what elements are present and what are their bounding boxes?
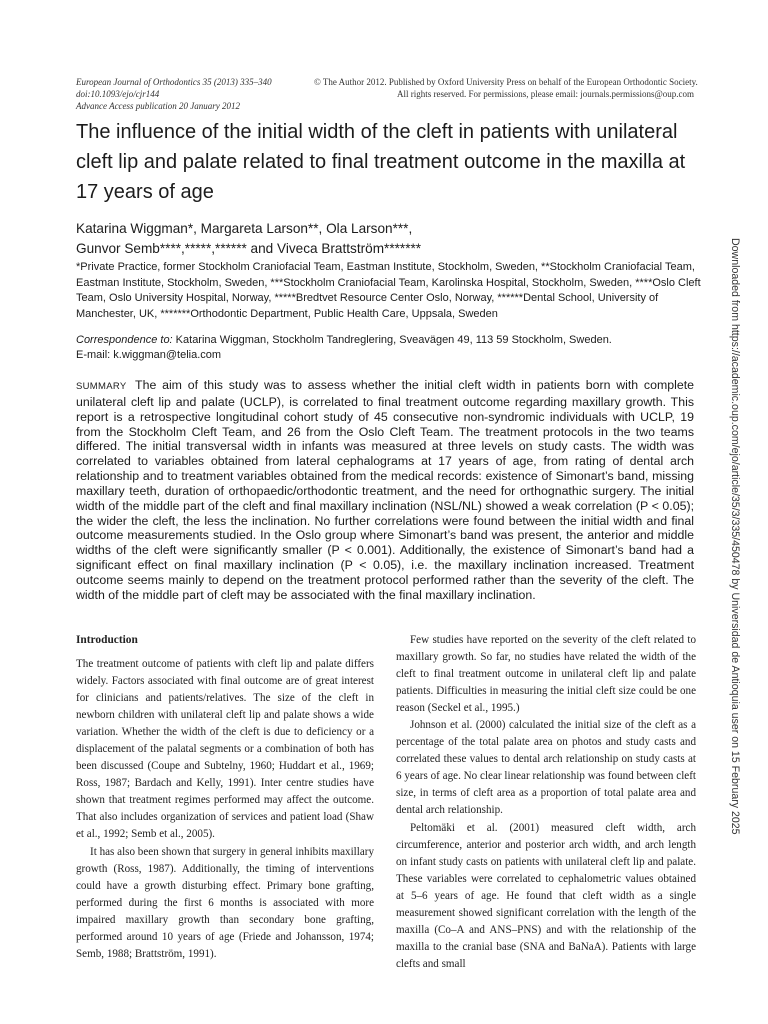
article-title: The influence of the initial width of the cleft in patients with unilateral cleft lip and palate related to final treatment outcome in the maxilla at 17 years of age bbox=[76, 121, 686, 203]
correspondence bbox=[76, 333, 701, 363]
author-list bbox=[76, 219, 686, 259]
abstract bbox=[76, 378, 694, 603]
correspondence-email[interactable]: E-mail: k.wiggman@telia.com bbox=[76, 349, 222, 361]
download-note: Downloaded from https://academic.oup.com/ejo/article/35/3/335/450478 by Universidad de Antioquia user on 15 February 2025 bbox=[729, 238, 741, 835]
summary-label: SUMMARY bbox=[76, 381, 127, 392]
section-heading-introduction: Introduction bbox=[76, 634, 138, 646]
summary-text: The aim of this study was to assess whether the initial cleft width in patients born with complete unilateral cleft lip and palate (UCLP), is correlated to final treatment outcome regarding maxillary growth. This report is a retrospective longitudinal cohort study of 45 consecutive non-syndromic individuals with UCLP, 19 from the Stockholm Cleft Team, and 26 from the Oslo Cleft Team. The treatment protocols in the two teams differed. The initial transversal width in infants was measured at three levels on study casts. The width was correlated to variables obtained from lateral cephalograms at 17 years of age, from rating of dental arch relationship and to treatment variables obtained from the medical records: existence of Simonart’s band, missing maxillary teeth, duration of orthopaedic/orthodontic treatment, and the need for orthognathic surgery. The initial width of the middle part of the cleft and final maxillary inclination (NSL/NL) showed a weak correlation (P < 0.05); the wider the cleft, the less the inclination. No further correlations were found between the initial width and final outcome measurements studied. In the Oslo group where Simonart’s band was present, the anterior and middle widths of the cleft were significantly smaller (P < 0.001). Additionally, the existence of Simonart’s band had a significant effect on final maxillary inclination (P < 0.05), i.e. the maxillary inclination increased. Treatment outcome seems mainly to depend on the treatment protocol performed rather than the severity of the cleft. The width of the middle part of cleft may be associated with the final maxillary inclination. bbox=[76, 378, 694, 602]
body-paragraph: Few studies have reported on the severity of the cleft related to maxillary growth. So far, no studies have related the width of the cleft to final treatment outcome in unilateral cleft lip and palate patients. Difficulties in measuring the initial cleft size could be one reason (Seckel et al., 1995.) bbox=[396, 634, 696, 715]
copyright-notice bbox=[314, 76, 698, 100]
copyright-line-1: © The Author 2012. Published by Oxford University Press on behalf of the European Orthodontic Society. bbox=[314, 77, 698, 87]
correspondence-label: Correspondence to: bbox=[76, 334, 173, 346]
correspondence-address: Katarina Wiggman, Stockholm Tandreglering, Sveavägen 49, 113 59 Stockholm, Sweden. bbox=[172, 334, 612, 346]
body-column-right bbox=[396, 632, 696, 973]
download-watermark bbox=[729, 238, 749, 838]
advance-access-date: Advance Access publication 20 January 2012 bbox=[76, 101, 241, 111]
body-paragraph: Johnson et al. (2000) calculated the initial size of the cleft as a percentage of the total palate area on photos and study casts and correlated these values to dental arch relationship on study casts at 6 years of age. No clear linear relationship was found between cleft size, in terms of cleft area as a proportion of total palate area and dental arch relationship. bbox=[396, 719, 696, 817]
copyright-line-2: All rights reserved. For permissions, please email: journals.permissions@oup.com bbox=[397, 89, 694, 99]
journal-citation: European Journal of Orthodontics 35 (2013) 335–340 bbox=[76, 77, 272, 87]
doi-link[interactable]: doi:10.1093/ejo/cjr144 bbox=[76, 89, 160, 99]
body-paragraph: The treatment outcome of patients with cleft lip and palate differs widely. Factors associated with final outcome are of great interest for clinicians and patients/relatives. The size of the cleft in newborn children with unilateral cleft lip and palate shows a wide variation. Whether the width of the cleft is due to deficiency or a displacement of the palatal segments or a combination of both has been discussed (Coupe and Subtelny, 1960; Huddart et al., 1969; Ross, 1987; Bardach and Kelly, 1991). Inter centre studies have shown that treatment regimes performed may affect the outcome. That also includes organization of services and patient load (Shaw et al., 1992; Semb et al., 2005). bbox=[76, 658, 374, 841]
body-paragraph: Peltomäki et al. (2001) measured cleft width, arch circumference, anterior and posterior arch width, and arch length on infant study casts on patients with unilateral cleft lip and palate. These variables were correlated to cephalometric values obtained at 5–6 years of age. He found that cleft width as a single measurement showed significant correlation with the length of the maxilla (Co–A and ANS–PNS) and with the relationship of the maxilla to the cranial base (SNA and BaNaA). Patients with large clefts and small bbox=[396, 821, 696, 970]
authors-line-2: Gunvor Semb****,*****,****** and Viveca Brattström******* bbox=[76, 241, 422, 256]
body-column-left bbox=[76, 632, 374, 963]
authors-line-1: Katarina Wiggman*, Margareta Larson**, Ola Larson***, bbox=[76, 221, 413, 236]
affiliations: *Private Practice, former Stockholm Craniofacial Team, Eastman Institute, Stockholm, Sweden, **Stockholm Craniofacial Team, Eastman Institute, Stockholm, Sweden, ***Stockholm Craniofacial Team, Karolinska Hospital, Stockholm, Sweden, ****Oslo Cleft Team, Oslo University Hospital, Norway, *****Bredtvet Resource Center Oslo, Norway, ******Dental School, University of Manchester, UK, *******Orthodontic Department, Public Health Care, Uppsala, Sweden bbox=[76, 261, 701, 320]
body-paragraph: It has also been shown that surgery in general inhibits maxillary growth (Ross, 1987). Additionally, the timing of interventions could have a growth disturbing effect. Primary bone grafting, performed during the first 6 months is associated with more impaired maxillary growth than secondary bone grafting, performed around 10 years of age (Friede and Johansson, 1974; Semb, 1988; Brattström, 1991). bbox=[76, 845, 374, 960]
